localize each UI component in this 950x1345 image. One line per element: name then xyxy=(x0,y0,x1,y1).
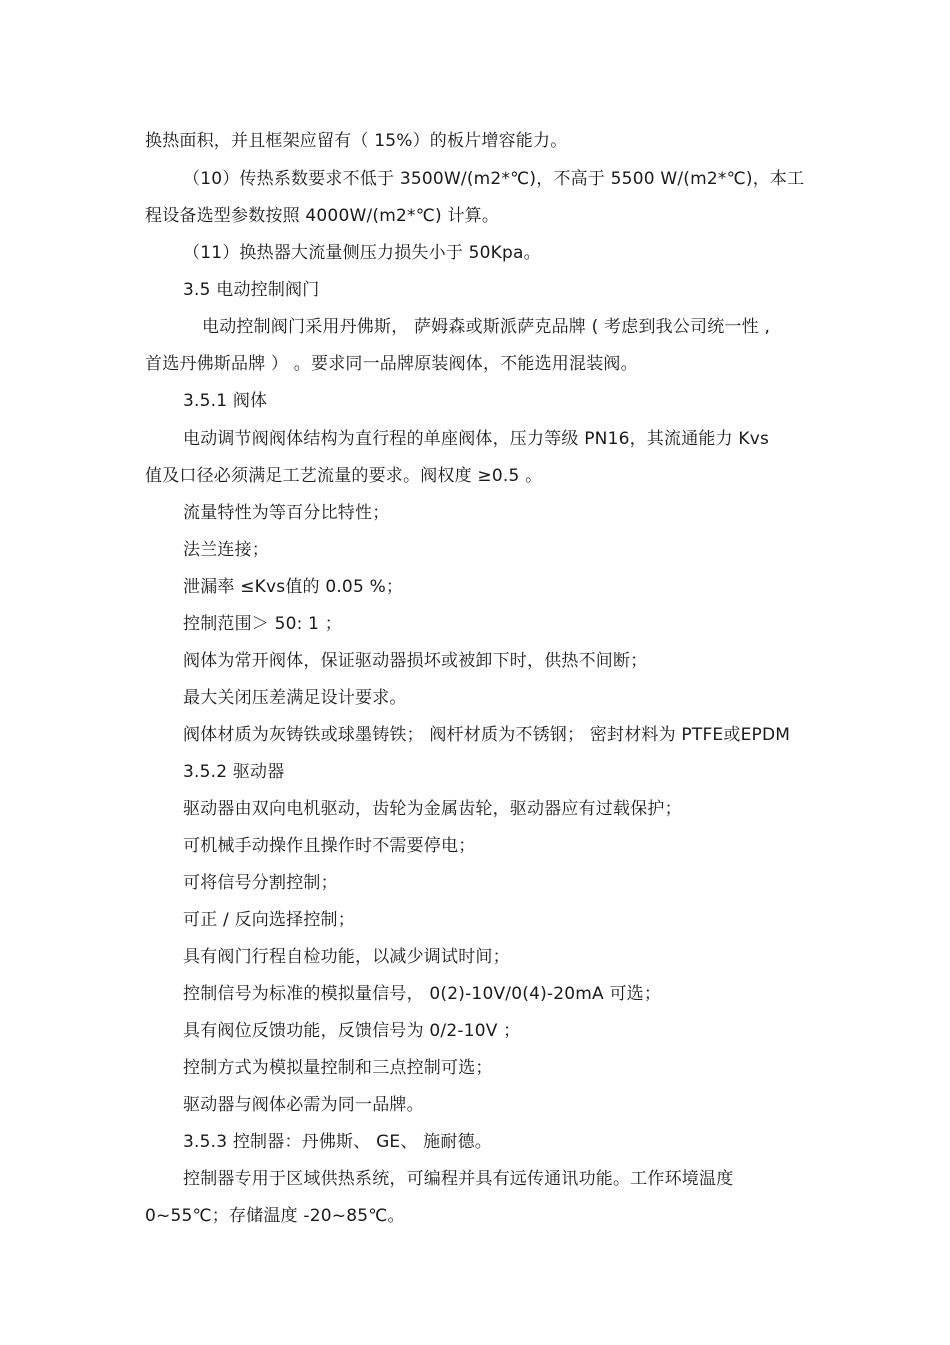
paragraph-line: 控制信号为标准的模拟量信号， 0(2)-10V/0(4)-20mA 可选； xyxy=(183,984,662,1004)
paragraph-line: 电动调节阀阀体结构为直行程的单座阀体，压力等级 PN16，其流通能力 Kvs xyxy=(183,429,770,449)
paragraph-line: 程设备选型参数按照 4000W/(m2*℃) 计算。 xyxy=(145,206,500,226)
paragraph-line: 换热面积，并且框架应留有（ 15%）的板片增容能力。 xyxy=(145,131,568,151)
paragraph-line: 控制器专用于区域供热系统，可编程并具有远传通讯功能。工作环境温度 xyxy=(183,1169,734,1189)
paragraph-line: 可正 / 反向选择控制； xyxy=(183,910,355,930)
section-heading: 3.5.3 控制器：丹佛斯、 GE、 施耐德。 xyxy=(183,1132,492,1152)
section-heading: 3.5 电动控制阀门 xyxy=(183,280,320,300)
paragraph-line: 阀体材质为灰铸铁或球墨铸铁； 阀杆材质为不锈钢； 密封材料为 PTFE或EPDM xyxy=(183,725,791,745)
paragraph-line: （11）换热器大流量侧压力损失小于 50Kpa。 xyxy=(183,243,541,263)
paragraph-line: 最大关闭压差满足设计要求。 xyxy=(183,688,407,708)
paragraph-line: 0~55℃；存储温度 -20~85℃。 xyxy=(145,1206,405,1226)
paragraph-line: 具有阀位反馈功能，反馈信号为 0/2-10V ； xyxy=(183,1021,521,1041)
paragraph-line: 阀体为常开阀体，保证驱动器损坏或被卸下时，供热不间断； xyxy=(183,651,648,671)
paragraph-line: 可将信号分割控制； xyxy=(183,873,338,893)
paragraph-line: 驱动器与阀体必需为同一品牌。 xyxy=(183,1095,424,1115)
paragraph-line: 泄漏率 ≤Kvs值的 0.05 %； xyxy=(183,577,404,597)
paragraph-line: 可机械手动操作且操作时不需要停电； xyxy=(183,836,476,856)
paragraph-line: 法兰连接； xyxy=(183,540,269,560)
section-heading: 3.5.2 驱动器 xyxy=(183,762,285,782)
paragraph-line: （10）传热系数要求不低于 3500W/(m2*℃)，不高于 5500 W/(m2*℃)，本工 xyxy=(183,169,805,189)
paragraph-line: 值及口径必须满足工艺流量的要求。阀权度 ≥0.5 。 xyxy=(145,466,543,486)
paragraph-line: 具有阀门行程自检功能，以减少调试时间； xyxy=(183,947,510,967)
section-heading: 3.5.1 阀体 xyxy=(183,391,268,411)
paragraph-line: 控制方式为模拟量控制和三点控制可选； xyxy=(183,1058,493,1078)
paragraph-line: 驱动器由双向电机驱动，齿轮为金属齿轮，驱动器应有过载保护； xyxy=(183,799,682,819)
paragraph-line: 流量特性为等百分比特性； xyxy=(183,503,390,523)
paragraph-line: 首选丹佛斯品牌 ） 。要求同一品牌原装阀体，不能选用混装阀。 xyxy=(145,354,638,374)
paragraph-line: 电动控制阀门采用丹佛斯， 萨姆森或斯派萨克品牌 ( 考虑到我公司统一性 , xyxy=(202,317,771,337)
paragraph-line: 控制范围＞ 50: 1 ； xyxy=(183,614,342,634)
